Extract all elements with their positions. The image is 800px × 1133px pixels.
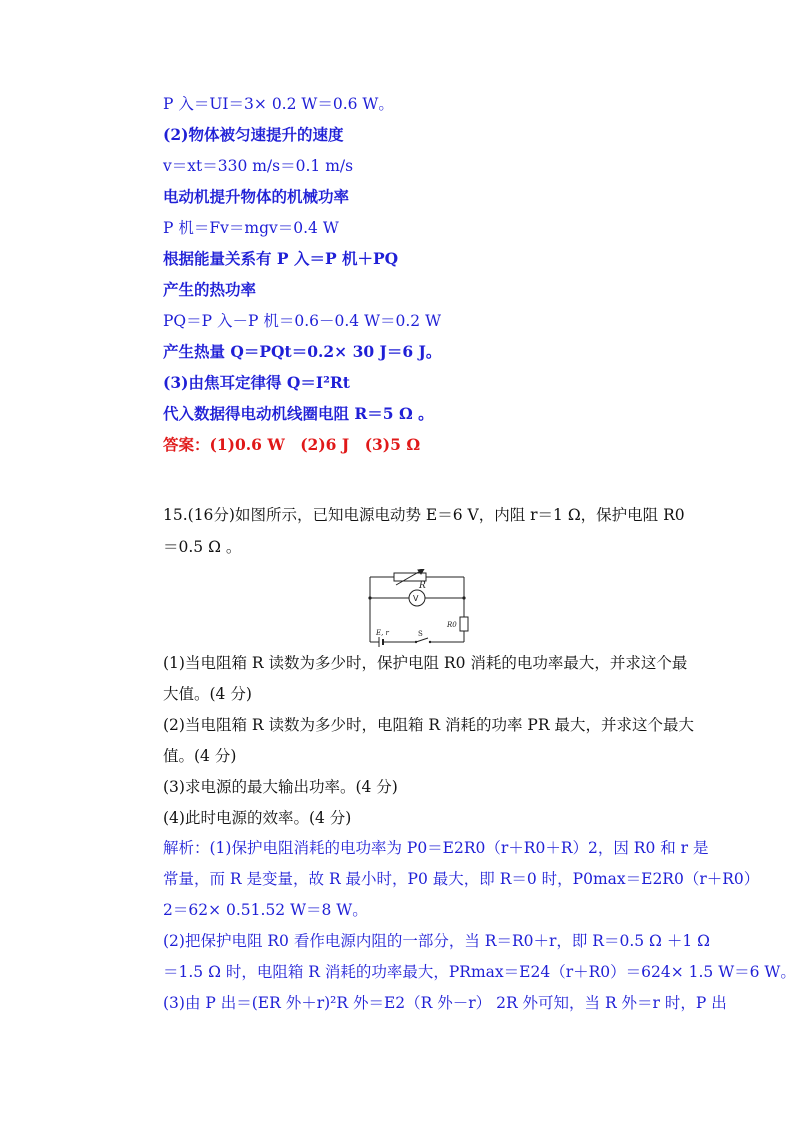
- analysis-line: ＝1.5 Ω 时，电阻箱 R 消耗的功率最大，PRmax＝E24（r＋R0）＝624× 1.5 W＝6 W。: [163, 963, 796, 981]
- question-line: 值。(4 分): [163, 747, 237, 765]
- question-line: (3)求电源的最大输出功率。(4 分): [163, 778, 398, 796]
- answer-line: 答案：(1)0.6 W (2)6 J (3)5 Ω: [163, 435, 421, 454]
- solution-line: 根据能量关系有 P 入＝P 机＋PQ: [163, 249, 399, 268]
- solution-line: 产生热量 Q＝PQt＝0.2× 30 J＝6 J。: [163, 342, 442, 361]
- analysis-line: (2)把保护电阻 R0 看作电源内阻的一部分，当 R＝R0＋r，即 R＝0.5 Ω ＋1 Ω: [163, 932, 710, 950]
- solution-line: PQ＝P 入－P 机＝0.6－0.4 W＝0.2 W: [163, 312, 442, 330]
- question-line: (1)当电阻箱 R 读数为多少时，保护电阻 R0 消耗的电功率最大，并求这个最: [163, 654, 688, 672]
- resistor-R0: [460, 617, 468, 631]
- problem-stem: 15.(16分)如图所示，已知电源电动势 E＝6 V，内阻 r＝1 Ω，保护电阻 R0: [163, 506, 685, 524]
- analysis-line: 常量，而 R 是变量，故 R 最小时，P0 最大，即 R＝0 时，P0max＝E2R0（r＋R0）: [163, 870, 760, 888]
- solution-line: 产生的热功率: [163, 280, 257, 299]
- solution-line: 代入数据得电动机线圈电阻 R＝5 Ω 。: [163, 404, 434, 423]
- label-S: S: [418, 630, 423, 638]
- solution-line: P 机＝Fv＝mgv＝0.4 W: [163, 219, 339, 237]
- label-source: E, r: [376, 629, 389, 637]
- analysis-line: 2＝62× 0.51.52 W＝8 W。: [163, 901, 368, 919]
- solution-line: v＝xt＝330 m/s＝0.1 m/s: [163, 157, 354, 175]
- analysis-line: (3)由 P 出＝(ER 外＋r)²R 外＝E2（R 外－r） 2R 外可知，当 R 外＝r 时，P 出: [163, 994, 727, 1012]
- circuit-diagram: [366, 569, 478, 649]
- label-R: R: [419, 581, 426, 591]
- solution-line: (2)物体被匀速提升的速度: [163, 125, 344, 144]
- analysis-line: 解析：(1)保护电阻消耗的电功率为 P0＝E2R0（r＋R0＋R）2，因 R0 和 r 是: [163, 839, 709, 857]
- label-R0: R0: [447, 621, 457, 629]
- question-line: 大值。(4 分): [163, 685, 252, 703]
- question-line: (4)此时电源的效率。(4 分): [163, 809, 352, 827]
- question-line: (2)当电阻箱 R 读数为多少时，电阻箱 R 消耗的功率 PR 最大，并求这个最大: [163, 716, 694, 734]
- solution-line: 电动机提升物体的机械功率: [163, 187, 350, 206]
- solution-line: P 入＝UI＝3× 0.2 W＝0.6 W。: [163, 95, 394, 113]
- problem-stem: ＝0.5 Ω 。: [163, 538, 242, 556]
- solution-line: (3)由焦耳定律得 Q＝I²Rt: [163, 373, 350, 392]
- label-V: V: [413, 594, 419, 603]
